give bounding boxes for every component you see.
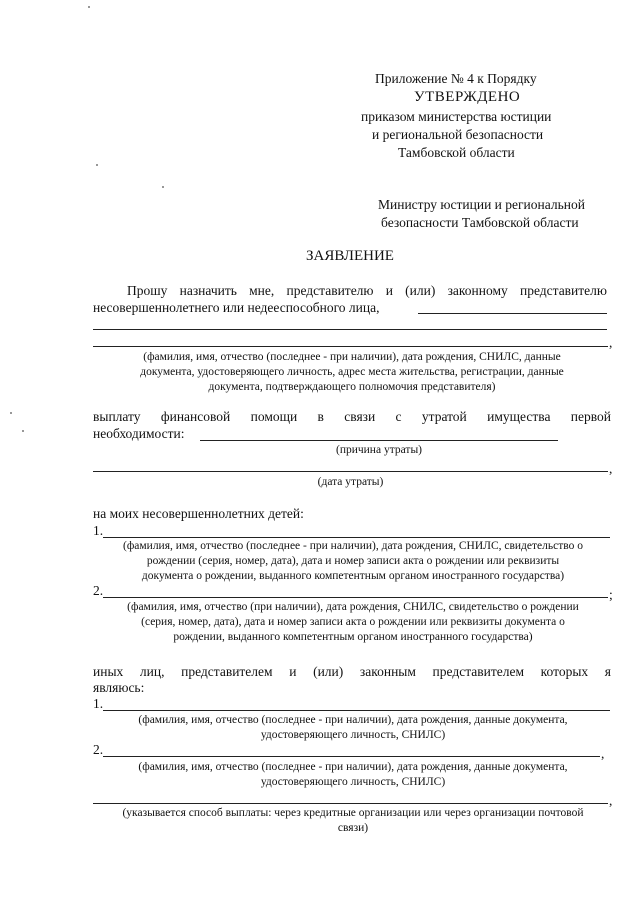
applicant-field-line3[interactable] [93,346,608,347]
other2-field[interactable] [103,756,600,757]
applicant-field-line1[interactable] [418,313,607,314]
applicant-hint-line1: (фамилия, имя, отчество (последнее - при наличии), дата рождения, СНИЛС, данные [143,351,561,363]
children-heading: на моих несовершеннолетних детей: [93,506,304,521]
applicant-field-line2[interactable] [93,329,607,330]
intro-line2: несовершеннолетнего или недееспособного лица, [93,300,380,315]
payment-line1: выплату финансовой помощи в связи с утратой имущества первой [93,409,611,424]
approval-order-line2: и региональной безопасности [372,127,544,142]
other1-hint-line2: удостоверяющего личность, СНИЛС) [260,729,446,741]
loss-date-hint: (дата утраты) [317,476,384,488]
child2-hint-line3: рождении, выданного компетентным органом иностранного государства) [173,631,533,643]
comma: , [601,746,605,761]
child2-field[interactable] [103,597,608,598]
child2-hint-line1: (фамилия, имя, отчество (при наличии), дата рождения, СНИЛС, свидетельство о рождении [127,601,579,613]
scan-speck [10,412,12,414]
child2-number: 2. [93,583,104,598]
loss-reason-hint: (причина утраты) [335,444,422,456]
appendix-reference: Приложение № 4 к Порядку [375,71,537,86]
payment-method-field[interactable] [93,803,608,804]
child1-hint-line2: рождении (серия, номер, дата), дата и номер записи акта о рождении или реквизиты [146,555,560,567]
loss-date-field[interactable] [93,471,608,472]
approved-stamp: УТВЕРЖДЕНО [414,89,521,105]
other1-field[interactable] [103,710,610,711]
comma: , [609,461,613,476]
child1-hint-line1: (фамилия, имя, отчество (последнее - при наличии), дата рождения, СНИЛС, свидетельство о [123,540,583,552]
approval-order-line1: приказом министерства юстиции [361,109,552,124]
payment-method-hint-line1: (указывается способ выплаты: через кредитные организации или через организации почтовой [122,807,584,819]
loss-reason-field[interactable] [200,440,558,441]
scan-speck [96,164,98,166]
intro-line1: Прошу назначить мне, представителю и (или) законному представителю [127,283,607,298]
addressee-line1: Министру юстиции и региональной [378,197,585,212]
child1-number: 1. [93,523,104,538]
other2-number: 2. [93,742,104,757]
applicant-hint-line2: документа, удостоверяющего личность, адрес места жительства, регистрации, данные [140,366,564,378]
document-title: ЗАЯВЛЕНИЕ [306,248,394,264]
other2-hint-line2: удостоверяющего личность, СНИЛС) [260,776,446,788]
payment-line2: необходимости: [93,426,185,441]
child1-hint-line3: документа о рождении, выданного компетентным органом иностранного государства) [141,570,565,582]
child1-field[interactable] [103,537,610,538]
payment-method-hint-line2: связи) [337,822,369,834]
other1-number: 1. [93,696,104,711]
comma: , [609,335,613,350]
others-line2: являюсь: [93,680,145,695]
child2-hint-line2: (серия, номер, дата), дата и номер записи акта о рождении или реквизиты документа о [141,616,565,628]
other2-hint-line1: (фамилия, имя, отчество (последнее - при наличии), дата рождения, данные документа, [138,761,568,773]
comma: , [609,793,613,808]
applicant-hint-line3: документа, подтверждающего полномочия представителя) [208,381,496,393]
scan-speck [22,430,24,432]
scan-speck [162,186,164,188]
others-line1: иных лиц, представителем и (или) законным представителем которых я [93,664,611,679]
scan-speck [88,6,90,8]
addressee-line2: безопасности Тамбовской области [381,215,579,230]
approval-order-line3: Тамбовской области [398,145,515,160]
other1-hint-line1: (фамилия, имя, отчество (последнее - при наличии), дата рождения, данные документа, [138,714,568,726]
semicolon: ; [609,587,613,602]
